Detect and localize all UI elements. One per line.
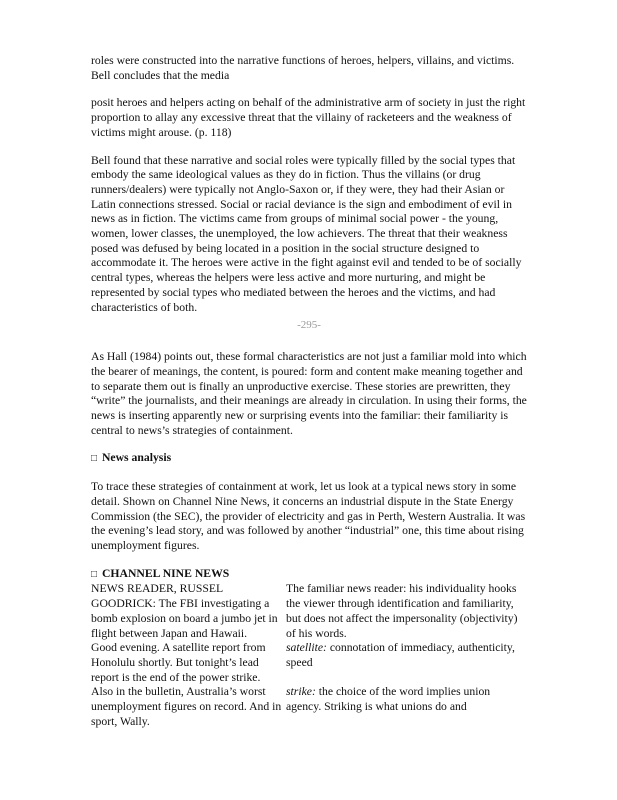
paragraph-intro: roles were constructed into the narrative functions of heroes, helpers, villains, and victims. Bell concludes that the media	[91, 54, 515, 82]
script-transcript: Good evening. A satellite report from Honolulu shortly. But tonight’s lead report is the end of the power strike.	[91, 641, 266, 684]
checkbox-square-icon: □	[91, 568, 98, 580]
script-transcript: NEWS READER, RUSSEL GOODRICK: The FBI investigating a bomb explosion on board a jumbo jet in flight between Japan and Hawaii.	[91, 582, 278, 640]
commentary-text: connotation of immediacy, authenticity, speed	[286, 641, 515, 669]
block-quote: posit heroes and helpers acting on behalf of the administrative arm of society in just the right proportion to allay any excessive threat that the villainy of racketeers and the weakness of victims might arouse. (p. 118)	[91, 96, 526, 139]
section-heading-text: News analysis	[101, 451, 172, 465]
script-row	[91, 582, 527, 641]
news-script-table	[91, 582, 527, 729]
script-row	[91, 641, 527, 685]
commentary-term: strike:	[286, 685, 316, 699]
commentary-term: satellite:	[286, 641, 327, 655]
checkbox-square-icon: □	[91, 453, 98, 465]
paragraph-strategies: To trace these strategies of containment at work, let us look at a typical news story in some detail. Shown on Channel Nine News, it concerns an industrial dispute in the State Energy Commission (the SEC), the provider of electricity and gas in Perth, Western Australia. It was the evening’s lead story, and was followed by another “industrial” one, this time about rising unemployment figures.	[91, 480, 526, 552]
section-heading-text: CHANNEL NINE NEWS	[101, 566, 230, 580]
script-row	[91, 685, 527, 729]
script-commentary	[286, 641, 522, 685]
script-commentary	[286, 685, 522, 729]
script-transcript: Also in the bulletin, Australia’s worst unemployment figures on record. And in sport, Wally.	[91, 685, 282, 728]
paragraph-hall: As Hall (1984) points out, these formal characteristics are not just a familiar mold into which the bearer of meanings, the content, is poured: form and content make meaning together and to separate them out is finally an unproductive exercise. These stories are prewritten, they “write” the journalists, and their meanings are already in circulation. In using their forms, the news is inserting apparently new or surprising events into the familiar: their familiarity is central to news’s strategies of containment.	[91, 350, 527, 437]
section-heading-news-analysis	[91, 451, 527, 467]
document-page	[91, 54, 527, 729]
section-heading-channel-nine	[91, 567, 527, 583]
commentary-text: the choice of the word implies union agency. Striking is what unions do and	[286, 685, 491, 714]
script-commentary: The familiar news reader: his individuality hooks the viewer through identification and familiarity, but does not affect the impersonality (objectivity) of his words.	[286, 582, 518, 640]
paragraph-bell-findings: Bell found that these narrative and social roles were typically filled by the social types that embody the same ideological values as they do in fiction. Thus the villains (or drug runners/dealers) were typically not Anglo-Saxon or, if they were, they had their Asian or Latin connections stressed. Social or racial deviance is the sign and embodiment of evil in news as in fiction. The victims came from groups of minimal social power - the young, women, lower classes, the unemployed, the low achievers. The threat that their weakness posed was defused by being located in a position in the social structure designed to accommodate it. The heroes were active in the fight against evil and tended to be of socially central types, whereas the helpers were less active and more nurturing, and might be represented by social types who mediated between the heroes and the victims, and had characteristics of both.	[91, 153, 522, 314]
page-number: -295-	[297, 319, 321, 332]
